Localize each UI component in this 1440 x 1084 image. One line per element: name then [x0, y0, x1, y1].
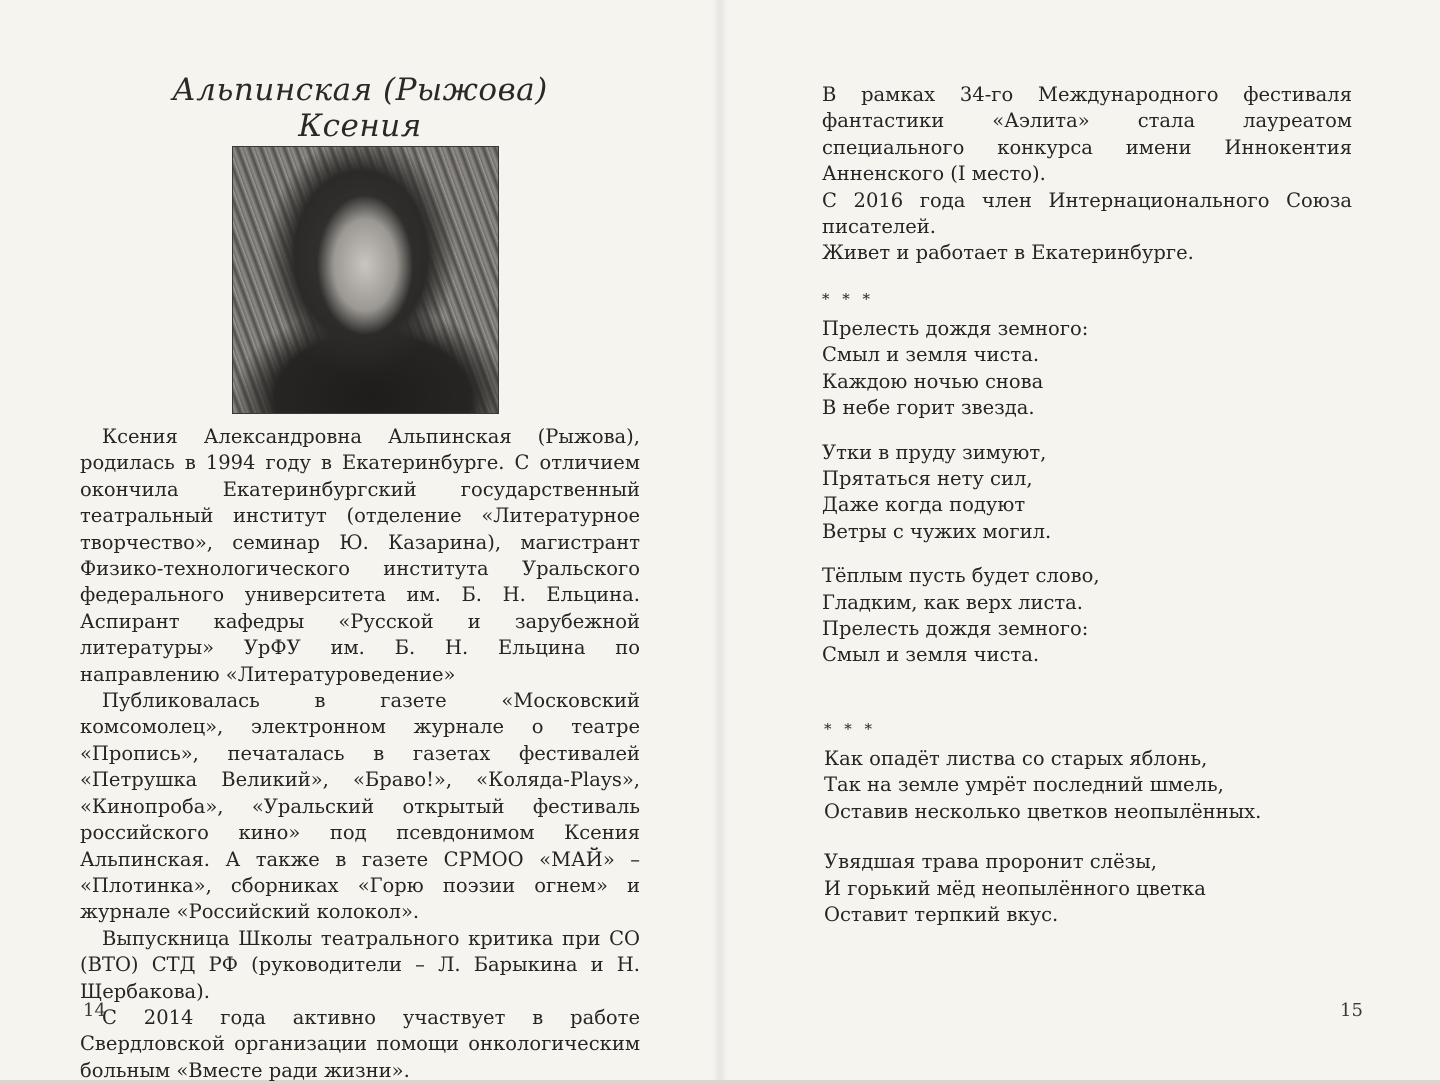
- page-number-right: 15: [1340, 1000, 1363, 1021]
- poem-line: Оставив несколько цветков неопылённых.: [824, 799, 1262, 823]
- bio-paragraph: Выпускница Школы театрального критика при СО (ВТО) СТД РФ (руководители – Л. Барыкина и Н. Щербакова).: [80, 926, 640, 1003]
- poem-line: Ветры с чужих могил.: [822, 519, 1052, 543]
- author-portrait-photo: [232, 146, 499, 414]
- page-number-left: 14: [83, 1000, 106, 1021]
- bio-paragraph: С 2014 года активно участвует в работе Свердловской организации помощи онкологическим больным «Вместе ради жизни».: [80, 1005, 640, 1082]
- bio-paragraph: В рамках 34-го Международного фестиваля фантастики «Аэлита» стала лауреатом специального конкурса имени Иннокентия Анненского (I место).: [822, 83, 1352, 186]
- poem-line: Смыл и земля чиста.: [822, 643, 1040, 667]
- poem-line: Как опадёт листва со старых яблонь,: [824, 747, 1208, 770]
- left-page: [0, 0, 720, 1080]
- bio-paragraph: Живет и работает в Екатеринбурге.: [822, 241, 1194, 265]
- author-name-heading: Альпинская (Рыжова) Ксения: [172, 72, 548, 144]
- poem-stanza: [822, 440, 1322, 546]
- poem-line: Смыл и земля чиста.: [822, 343, 1040, 367]
- poem-line: Оставит терпкий вкус.: [824, 903, 1059, 927]
- poem-separator: * * *: [822, 290, 875, 308]
- poem-stanza: [824, 746, 1384, 825]
- poem-line: Увядшая трава проронит слёзы,: [824, 850, 1157, 874]
- poem-line: В небе горит звезда.: [822, 396, 1035, 420]
- poem-line: Каждою ночью снова: [822, 369, 1044, 393]
- poem-stanza: [824, 849, 1384, 928]
- poem-line: Прятаться нету сил,: [822, 467, 1033, 491]
- poem-line: Тёплым пусть будет слово,: [822, 564, 1100, 588]
- poem-second: [824, 746, 1384, 946]
- poem-first: [822, 316, 1322, 687]
- biography-continued: [822, 82, 1352, 267]
- bio-paragraph: Публиковалась в газете «Московский комсомолец», электронном журнале о театре «Пропись», печаталась в газетах фестивалей «Петрушка Великий», «Браво!», «Коляда-Plays», «Кинопроба», «Уральский открытый фестиваль российского кино» под псевдонимом Ксения Альпинская. А также в газете СРМОО «МАЙ» – «Плотинка», сборниках «Горю поэзии огнем» и журнале «Российский колокол».: [80, 689, 640, 924]
- poem-line: Прелесть дождя земного:: [822, 317, 1089, 340]
- poem-stanza: [822, 563, 1322, 669]
- poem-stanza: [822, 316, 1322, 422]
- bio-paragraph: Ксения Александровна Альпинская (Рыжова), родилась в 1994 году в Екатеринбурге. С отличием окончила Екатеринбургский государственный театральный институт (отделение «Литературное творчество», семинар Ю. Казарина), магистрант Физико-технологического института Уральского федерального университета им. Б. Н. Ельцина. Аспирант кафедры «Русской и зарубежной литературы» УрФУ им. Б. Н. Ельцина по направлению «Литературоведение»: [80, 425, 640, 686]
- author-biography: [80, 424, 640, 1084]
- bio-paragraph: С 2016 года член Интернационального Союза писателей.: [822, 188, 1352, 239]
- poem-line: Гладким, как верх листа.: [822, 590, 1083, 614]
- poem-line: Даже когда подуют: [822, 493, 1026, 517]
- poem-line: Утки в пруду зимуют,: [822, 440, 1047, 464]
- poem-line: Так на земле умрёт последний шмель,: [824, 773, 1224, 797]
- poem-line: И горький мёд неопылённого цветка: [824, 876, 1206, 900]
- poem-separator: * * *: [824, 720, 877, 738]
- right-page: [720, 0, 1440, 1080]
- poem-line: Прелесть дождя земного:: [822, 617, 1089, 641]
